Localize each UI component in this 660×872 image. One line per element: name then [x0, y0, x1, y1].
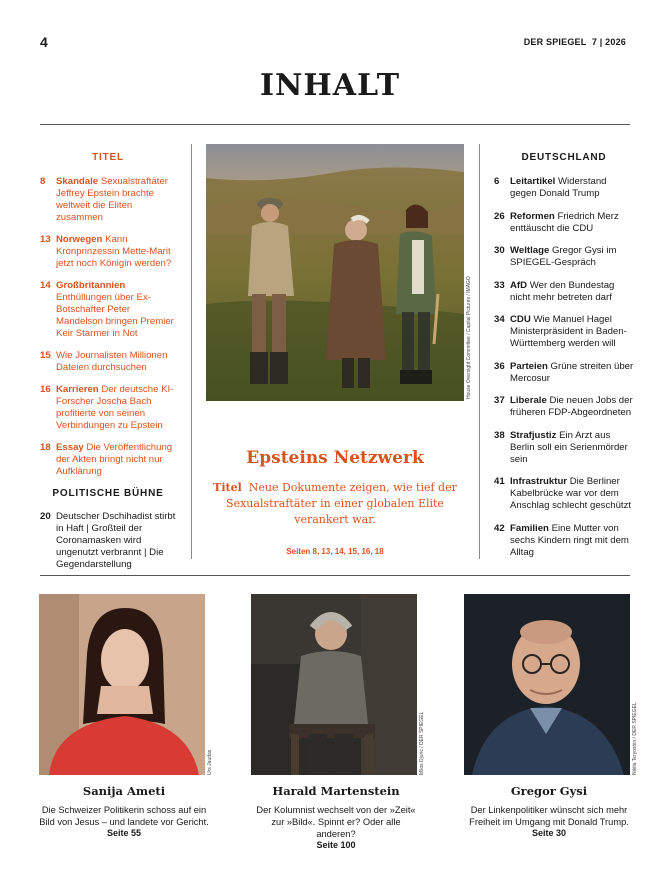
person-name: Sanija Ameti: [82, 784, 166, 798]
magazine-name: DER SPIEGEL: [523, 37, 587, 47]
page-number: 4: [40, 34, 48, 50]
toc-entry[interactable]: [494, 430, 634, 466]
photo-credit: Milos Djuric / DER SPIEGEL: [419, 711, 425, 775]
toc-page-number: 16: [40, 384, 51, 395]
toc-page-number: 41: [494, 476, 505, 487]
photo-credit: House Oversight Committee / Capital Pictures / IMAGO: [466, 276, 472, 399]
toc-entry[interactable]: [40, 350, 176, 374]
person-name: Gregor Gysi: [510, 784, 588, 798]
toc-keyword: Familien: [510, 522, 549, 534]
toc-keyword: Infrastruktur: [510, 476, 568, 487]
moorland-scene-image: [206, 144, 464, 401]
top-divider: [40, 124, 630, 125]
toc-keyword: Skandale: [56, 176, 99, 187]
toc-entry[interactable]: [494, 361, 634, 385]
toc-entry[interactable]: [40, 442, 176, 478]
person-description: Die Schweizer Politikerin schoss auf ein Bild von Jesus – und landete vor Gericht.: [39, 805, 209, 827]
cover-story-keyword: Titel: [213, 481, 242, 494]
toc-text: Grüne streiten über Mercosur: [510, 360, 634, 384]
toc-text: Friedrich Merz enttäuscht die CDU: [510, 210, 619, 234]
column-divider-left: [191, 144, 192, 559]
toc-text: Deutscher Dschihadist stirbt in Haft | Großteil der Coronamasken wird ungenutzt verbrannt | Die Gegendarstellung: [56, 511, 176, 570]
toc-page-number: 15: [40, 350, 51, 361]
toc-page-number: 37: [494, 395, 505, 406]
feature-teaser-gysi[interactable]: [464, 594, 634, 839]
toc-page-number: 34: [494, 314, 505, 325]
toc-entry[interactable]: [494, 211, 634, 235]
toc-keyword: CDU: [510, 314, 531, 325]
toc-entry[interactable]: [494, 523, 634, 559]
person-page: Seite 30: [531, 828, 567, 838]
toc-keyword: Norwegen: [56, 234, 103, 245]
photo-credit: Urs Jaudas: [207, 749, 213, 775]
column-divider-right: [479, 144, 480, 559]
person-page: Seite 55: [106, 828, 142, 838]
titel-heading: TITEL: [92, 152, 124, 163]
toc-page-number: 18: [40, 442, 51, 453]
toc-text: Ein Arzt aus Berlin soll ein Serienmörder sein: [510, 429, 628, 465]
toc-text: Die neuen Jobs der früheren FDP-Abgeordneten: [510, 395, 633, 418]
toc-text: Sexualstraftäter Jeffrey Epstein brachte weltweit die Eliten zusammen: [56, 176, 169, 223]
toc-text: Enthüllungen über Ex-Botschafter Peter Mandelson bringen Premier Keir Starmer in Not: [56, 292, 174, 339]
toc-entry[interactable]: [494, 176, 634, 200]
toc-entry[interactable]: [40, 176, 176, 224]
toc-page-number: 20: [40, 511, 51, 522]
toc-text: Wer den Bundestag nicht mehr betreten darf: [510, 279, 615, 303]
right-column: [494, 152, 634, 569]
toc-text: Eine Mutter von sechs Kindern ringt mit dem Alltag: [510, 522, 629, 558]
issue-info: [524, 37, 626, 47]
toc-entry[interactable]: [494, 314, 634, 350]
feature-teaser-ameti[interactable]: [39, 594, 209, 839]
politische-buehne-heading: POLITISCHE BÜHNE: [52, 488, 164, 499]
toc-text: Die Veröffentlichung der Akten bringt nicht nur Aufklärung: [56, 442, 173, 477]
toc-page-number: 13: [40, 234, 51, 245]
toc-entry[interactable]: [494, 245, 634, 269]
deutschland-heading: DEUTSCHLAND: [521, 152, 607, 163]
toc-page-number: 38: [494, 429, 505, 441]
toc-keyword: AfD: [510, 279, 528, 291]
toc-keyword: Liberale: [510, 395, 547, 406]
cover-story-description: Neue Dokumente zeigen, wie tief der Sexualstraftäter in einer globalen Elite verankert war.: [226, 481, 457, 526]
toc-page-number: 8: [40, 176, 46, 187]
person-description: Der Linkenpolitiker wünscht sich mehr Freiheit im Umgang mit Donald Trump.: [469, 805, 629, 827]
toc-entry[interactable]: [40, 280, 176, 340]
toc-entry[interactable]: [40, 511, 176, 571]
cover-story-pages: Seiten 8, 13, 14, 15, 16, 18: [286, 547, 384, 556]
issue-number: 7 | 2026: [591, 37, 626, 47]
toc-keyword: Karrieren: [56, 384, 99, 395]
toc-keyword: Parteien: [510, 360, 548, 372]
cover-story-photo[interactable]: [206, 144, 464, 401]
toc-keyword: Leitartikel: [510, 176, 556, 187]
toc-text: Kann Kronprinzessin Mette-Marit jetzt noch Königin werden?: [56, 234, 172, 269]
toc-entry[interactable]: [40, 384, 176, 432]
toc-page-number: 36: [494, 360, 505, 372]
toc-entry[interactable]: [40, 234, 176, 270]
cover-story-teaser: [206, 480, 464, 528]
toc-entry[interactable]: [494, 280, 634, 304]
feature-teaser-martenstein[interactable]: [251, 594, 421, 851]
toc-text: Der deutsche KI-Forscher Joscha Bach profitierte von seinen Verbindungen zu Epstein: [56, 384, 174, 431]
toc-keyword: Großbritannien: [56, 280, 126, 291]
toc-text: Widerstand gegen Donald Trump: [510, 176, 607, 199]
left-column: [40, 152, 176, 581]
person-page: Seite 100: [316, 840, 356, 850]
page-title: INHALT: [259, 68, 401, 103]
toc-text: Gregor Gysi im SPIEGEL-Gespräch: [510, 245, 617, 268]
toc-text: Die Berliner Kabelbrücke war vor dem Anschlag schlecht geschützt: [510, 476, 632, 511]
toc-keyword: Essay: [56, 442, 84, 453]
toc-page-number: 14: [40, 280, 51, 291]
toc-keyword: Strafjustiz: [510, 429, 557, 441]
toc-keyword: Reformen: [510, 210, 555, 222]
toc-entry[interactable]: [494, 395, 634, 419]
photo-credit: Nikita Teryoshin / DER SPIEGEL: [632, 702, 638, 775]
toc-page-number: 33: [494, 279, 505, 291]
portrait-photo: [251, 594, 417, 775]
toc-keyword: Weltlage: [510, 245, 550, 256]
toc-page-number: 6: [494, 176, 500, 187]
toc-text: Wie Manuel Hagel Ministerpräsident in Baden-Württemberg werden will: [510, 314, 627, 349]
person-description: Der Kolumnist wechselt von der »Zeit« zur »Bild«. Spinnt er? Oder alle anderen?: [256, 805, 416, 839]
portrait-photo: [39, 594, 205, 775]
toc-page-number: 26: [494, 210, 505, 222]
cover-story-title[interactable]: Epsteins Netzwerk: [246, 448, 424, 468]
toc-page-number: 30: [494, 245, 505, 256]
person-name: Harald Martenstein: [272, 784, 400, 798]
portrait-photo: [464, 594, 630, 775]
bottom-divider: [40, 575, 630, 576]
toc-text: Wie Journalisten Millionen Dateien durchsuchen: [56, 350, 168, 373]
toc-entry[interactable]: [494, 476, 634, 512]
toc-page-number: 42: [494, 522, 505, 534]
